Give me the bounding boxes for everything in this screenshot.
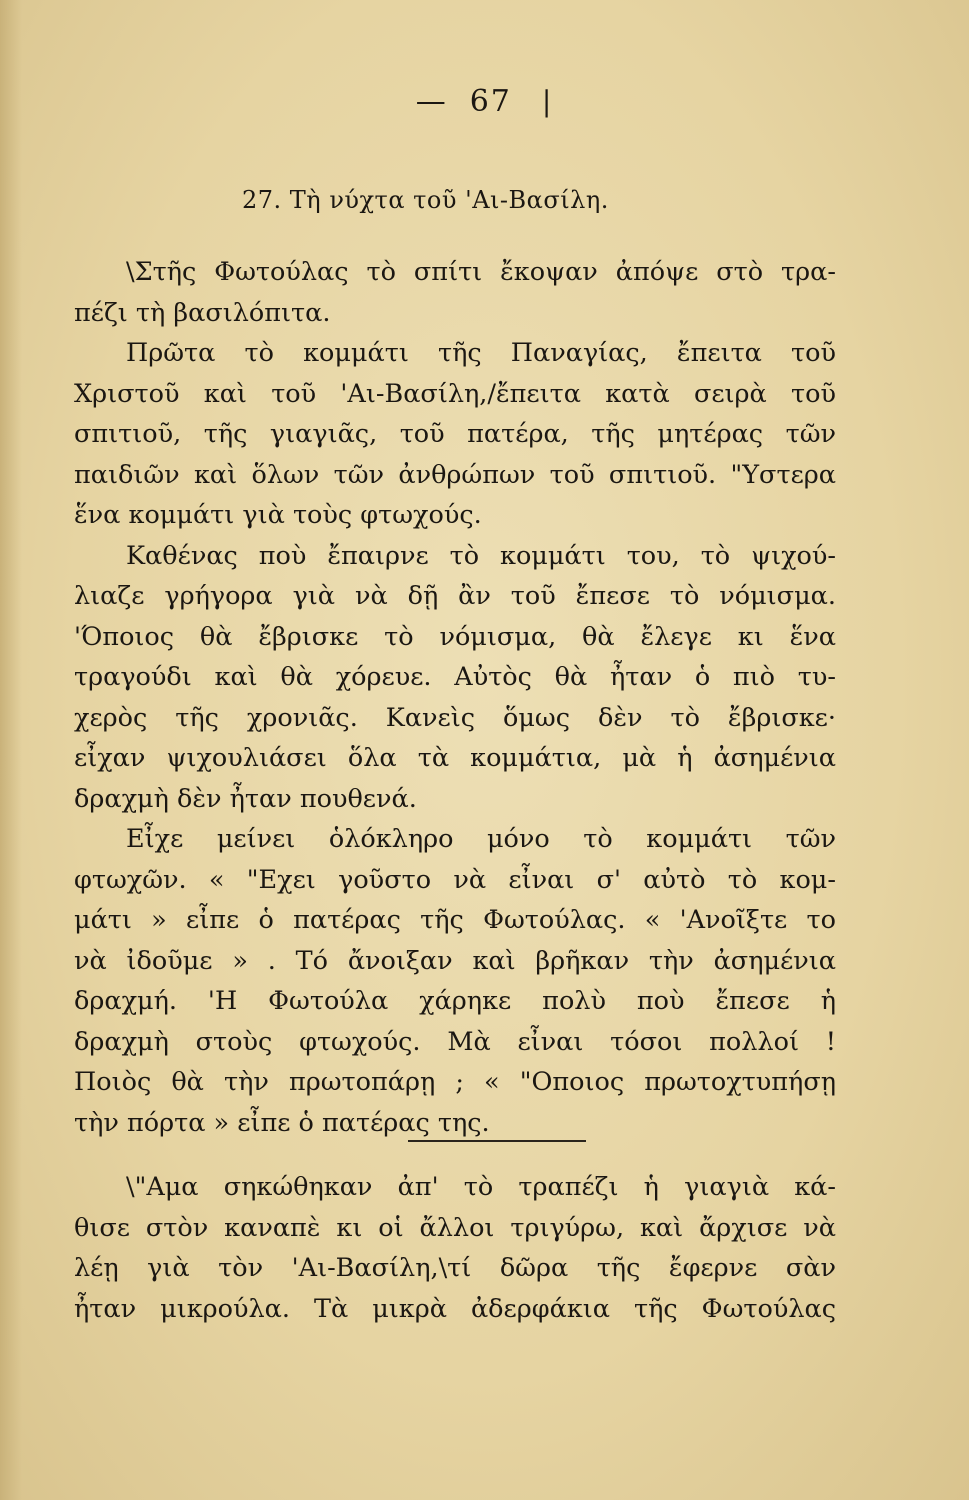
text-line: Χριστοῦ καὶ τοῦ 'Αι-Βασίλη,/ἔπειτα κατὰ σειρὰ τοῦ xyxy=(74,378,836,409)
text-line: πέζι τὴ βασιλόπιτα. xyxy=(74,297,331,328)
text-line: φτωχῶν. « "Εχει γοῦστο νὰ εἶναι σ' αὐτὸ τὸ κομ- xyxy=(74,864,836,895)
chapter-heading: 27. Τὴ νύχτα τοῦ 'Αι-Βασίλη. xyxy=(242,186,609,214)
text-line: σπιτιοῦ, τῆς γιαγιᾶς, τοῦ πατέρα, τῆς μητέρας τῶν xyxy=(74,419,836,449)
text-line: Καθένας ποὺ ἔπαιρνε τὸ κομμάτι του, τὸ ψιχού- xyxy=(126,540,836,571)
text-line: δραχμὴ δὲν ἦταν πουθενά. xyxy=(74,783,417,814)
page-number xyxy=(0,84,969,119)
text-line: λέῃ γιὰ τὸν 'Αι-Βασίλη,\τί δῶρα τῆς ἔφερνε σὰν xyxy=(74,1253,836,1283)
text-line: θισε στὸν καναπὲ κι οἱ ἄλλοι τριγύρω, καὶ ἄρχισε νὰ xyxy=(74,1212,836,1243)
section-divider xyxy=(408,1140,586,1142)
continuation-paragraph xyxy=(74,1167,836,1329)
text-line: Εἶχε μείνει ὁλόκληρο μόνο τὸ κομμάτι τῶν xyxy=(126,824,836,854)
page-number-dash: — xyxy=(415,84,448,119)
text-line: νὰ ἰδοῦμε » . Τό ἄνοιξαν καὶ βρῆκαν τὴν ἀσημένια xyxy=(74,945,836,976)
text-line: παιδιῶν καὶ ὅλων τῶν ἀνθρώπων τοῦ σπιτιοῦ. "Υστερα xyxy=(74,459,836,490)
text-line: 'Όποιος θὰ ἔβρισκε τὸ νόμισμα, θὰ ἔλεγε κι ἕνα xyxy=(74,621,836,652)
page-edge-shadow xyxy=(0,0,22,1500)
text-line: Πρῶτα τὸ κομμάτι τῆς Παναγίας, ἔπειτα τοῦ xyxy=(126,338,836,368)
paragraph-1 xyxy=(74,252,836,333)
text-line: μάτι » εἶπε ὁ πατέρας τῆς Φωτούλας. « 'Ανοῖξτε το xyxy=(74,905,836,935)
paragraph-2 xyxy=(74,333,836,536)
text-line: Ποιὸς θὰ τὴν πρωτοπάρῃ ; « "Οποιος πρωτοχτυπήσῃ xyxy=(74,1067,836,1097)
paragraph-4 xyxy=(74,819,836,1143)
text-line: ἕνα κομμάτι γιὰ τοὺς φτωχούς. xyxy=(74,500,482,530)
text-line: εἶχαν ψιχουλιάσει ὅλα τὰ κομμάτια, μὰ ἡ ἀσημένια xyxy=(74,743,836,773)
text-line: δραχμή. 'Η Φωτούλα χάρηκε πολὺ ποὺ ἔπεσε ἡ xyxy=(74,986,836,1016)
text-line: τραγούδι καὶ θὰ χόρευε. Αὐτὸς θὰ ἦταν ὁ πιὸ τυ- xyxy=(74,662,836,692)
paragraph-3 xyxy=(74,536,836,820)
page-number-value: 67 xyxy=(469,84,512,119)
text-line: τὴν πόρτα » εἶπε ὁ πατέρας της. xyxy=(74,1107,490,1138)
text-line: \"Αμα σηκώθηκαν ἀπ' τὸ τραπέζι ἡ γιαγιὰ κά- xyxy=(126,1172,836,1202)
text-line: δραχμὴ στοὺς φτωχούς. Μὰ εἶναι τόσοι πολλοί ! xyxy=(74,1026,836,1057)
text-line: λιαζε γρήγορα γιὰ νὰ δῇ ἂν τοῦ ἔπεσε τὸ νόμισμα. xyxy=(74,581,836,611)
chapter-body xyxy=(74,252,836,1143)
page-number-mark: | xyxy=(541,85,554,118)
text-line: ἦταν μικρούλα. Τὰ μικρὰ ἀδερφάκια τῆς Φωτούλας xyxy=(74,1293,836,1324)
text-line: \Στῆς Φωτούλας τὸ σπίτι ἔκοψαν ἀπόψε στὸ τρα- xyxy=(126,257,836,287)
text-line: χερὸς τῆς χρονιᾶς. Κανεὶς ὅμως δὲν τὸ ἔβρισκε· xyxy=(74,702,836,733)
